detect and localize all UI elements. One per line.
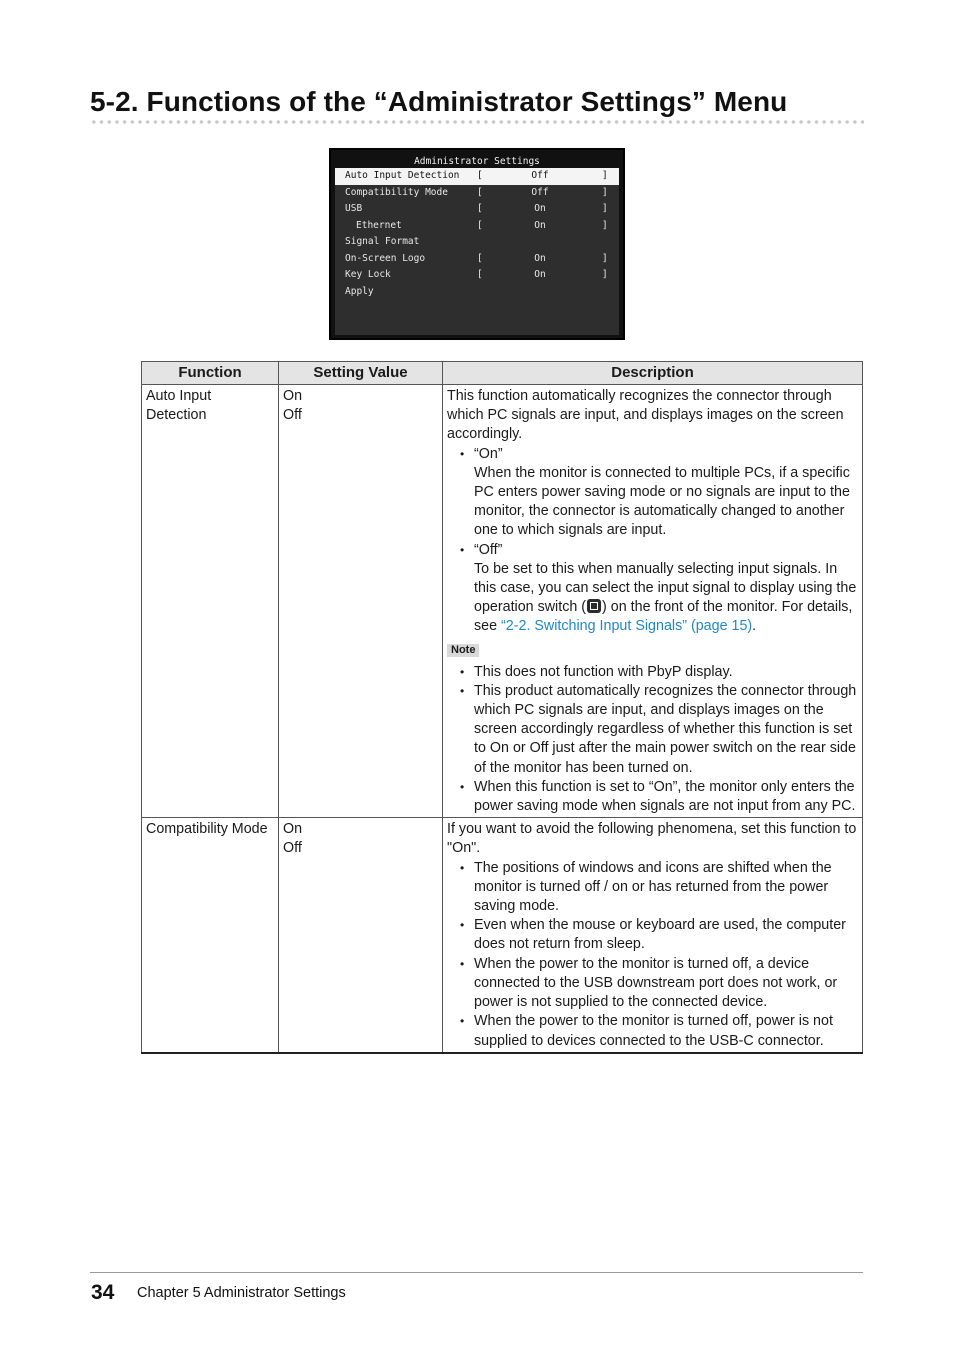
osd-bracket: [ — [477, 219, 483, 231]
osd-item-label: On-Screen Logo — [345, 252, 426, 264]
table-row — [142, 385, 863, 818]
osd-bracket: [ — [477, 203, 483, 214]
header-description: Description — [443, 362, 863, 385]
setting-value-cell — [279, 385, 443, 818]
table-header-row — [142, 362, 863, 385]
osd-item-label: Apply — [345, 285, 374, 297]
osd-bracket: ] — [602, 269, 608, 280]
osd-title: Administrator Settings — [335, 153, 619, 168]
description-cell — [443, 818, 863, 1053]
list-item — [460, 541, 858, 637]
setting-value: On — [283, 821, 303, 838]
osd-item-signal-format[interactable] — [335, 234, 619, 251]
osd-bracket: [ — [477, 186, 483, 198]
description-cell — [443, 385, 863, 818]
osd-item-compatibility-mode[interactable] — [335, 185, 619, 202]
list-item: • When this function is set to “On”, the monitor only enters the power saving mode when signals are not input from any PC. — [460, 778, 858, 816]
list-item: • Even when the mouse or keyboard are used, the computer does not return from sleep. — [460, 916, 858, 954]
function-cell: Compatibility Mode — [142, 818, 279, 1053]
header-function: Function — [142, 362, 279, 385]
osd-item-value: On — [534, 219, 546, 231]
function-cell: Auto Input Detection — [142, 385, 279, 818]
phenomena-list — [447, 859, 858, 1051]
option-text: To be set to this when manually selecting input signals. In this case, you can select the input signal to display using the operation switch ( ) on the front of the monitor. For details, see “2-2. Switching Input Signals” (page 15). — [474, 560, 857, 635]
osd-item-apply[interactable] — [335, 284, 619, 301]
functions-table — [141, 361, 863, 1054]
osd-item-value: On — [534, 203, 546, 214]
osd-bracket: ] — [602, 170, 608, 181]
osd-item-value: On — [534, 269, 546, 280]
osd-item-auto-input-detection[interactable] — [335, 168, 619, 185]
description-intro: This function automatically recognizes the connector through which PC signals are input, and displays images on the screen accordingly. — [447, 388, 844, 443]
option-text: When the monitor is connected to multiple PCs, if a specific PC enters power saving mode or no signals are input to the monitor, the connector is automatically changed to another one to which signals are input. — [474, 464, 850, 539]
title-dotted-rule — [90, 120, 864, 124]
list-item: • This product automatically recognizes the connector through which PC signals are input, and displays images on the screen accordingly regardless of whether this function is set to On or Off just after the main power switch on the rear side of the monitor has been turned on. — [460, 682, 858, 778]
osd-bracket: ] — [602, 186, 608, 198]
header-setting-value: Setting Value — [279, 362, 443, 385]
osd-bracket: [ — [477, 252, 483, 264]
osd-item-key-lock[interactable] — [335, 267, 619, 284]
list-item — [460, 445, 858, 541]
note-list — [447, 663, 858, 817]
setting-value: Off — [283, 840, 302, 857]
osd-item-label: Ethernet — [356, 219, 402, 231]
osd-item-label: Signal Format — [345, 236, 420, 247]
osd-bracket: [ — [477, 170, 483, 181]
osd-menu — [329, 148, 625, 340]
osd-item-value: Off — [531, 170, 549, 181]
page-link[interactable]: “2-2. Switching Input Signals” (page 15) — [501, 618, 753, 635]
osd-item-label: Key Lock — [345, 269, 391, 280]
osd-item-label: Auto Input Detection — [345, 170, 460, 181]
osd-item-usb[interactable] — [335, 201, 619, 218]
footer-rule — [90, 1272, 863, 1273]
setting-value: On — [283, 388, 303, 404]
osd-item-on-screen-logo[interactable] — [335, 251, 619, 268]
list-item: • The positions of windows and icons are shifted when the monitor is turned off / on or has returned from the power saving mode. — [460, 859, 858, 917]
osd-bracket: ] — [602, 203, 608, 214]
osd-item-value: On — [534, 252, 546, 264]
osd-bracket: ] — [602, 219, 608, 231]
osd-item-label: USB — [345, 203, 363, 214]
page-number: 34 — [91, 1281, 115, 1304]
option-title: • “On” — [474, 445, 503, 462]
list-item: • When the power to the monitor is turned off, a device connected to the USB downstream port does not work, or power is not supplied to the connected device. — [460, 955, 858, 1013]
osd-item-value: Off — [531, 186, 549, 198]
page-title: 5-2. Functions of the “Administrator Settings” Menu — [90, 86, 788, 117]
setting-value: Off — [283, 407, 302, 424]
osd-bracket: ] — [602, 252, 608, 264]
note-label: Note — [447, 644, 479, 657]
option-title: • “Off” — [474, 541, 503, 558]
chapter-label: Chapter 5 Administrator Settings — [137, 1285, 346, 1301]
osd-item-ethernet[interactable] — [335, 218, 619, 235]
table-row — [142, 818, 863, 1053]
osd-item-label: Compatibility Mode — [345, 186, 448, 198]
osd-bracket: [ — [477, 269, 483, 280]
setting-value-cell — [279, 818, 443, 1053]
list-item: • This does not function with PbyP display. — [460, 663, 858, 682]
list-item: • When the power to the monitor is turned off, power is not supplied to devices connected to the USB-C connector. — [460, 1012, 858, 1050]
option-list — [447, 445, 858, 637]
description-intro: If you want to avoid the following phenomena, set this function to "On". — [447, 821, 857, 857]
input-switch-icon — [587, 599, 601, 613]
